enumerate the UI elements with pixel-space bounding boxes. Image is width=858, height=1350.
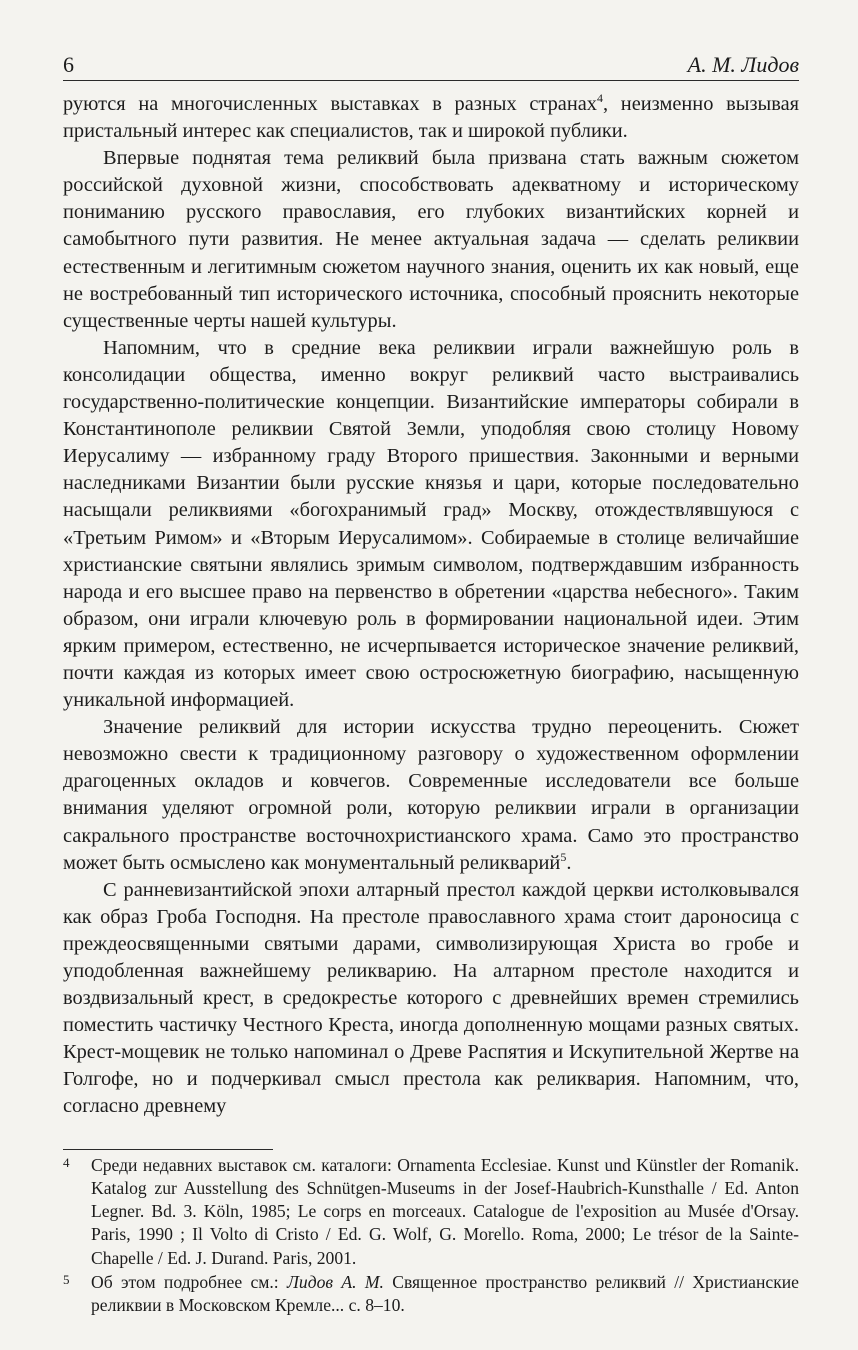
footnote-divider (63, 1149, 273, 1150)
footnote-author: Лидов А. М. (287, 1272, 384, 1293)
paragraph-1 (63, 91, 799, 145)
paragraph-3: Напомним, что в средние века реликвии играли важнейшую роль в консолидации общества, именно вокруг реликвий часто выстраивались государственно-политические концепции. Византийские императоры собирали в Константинополе реликвии Святой Земли, уподобляя свою столицу Новому Иерусалиму — избранному граду Второго пришествия. Законными и верными наследниками Византии были русские князья и цари, которые последовательно насыщали реликвиями «богохранимый град» Москву, отождествлявшуюся с «Третьим Римом» и «Вторым Иерусалимом». Собираемые в столице величайшие христианские святыни являлись зримым символом, подтверждавшим избранность народа и его высшее право на первенство в обретении «царства небесного». Таким образом, они играли ключевую роль в формировании национальной идеи. Этим ярким примером, естественно, не исчерпывается историческое значение реликвий, почти каждая из которых имеет свою остросюжетную биографию, насыщенную уникальной информацией. (63, 336, 799, 712)
page-number: 6 (63, 52, 74, 77)
footnote-4 (63, 1154, 799, 1270)
paragraph-5: С ранневизантийской эпохи алтарный престол каждой церкви истолковывался как образ Гроба Господня. На престоле православного храма стоит дароносица с преждеосвященными святыми дарами, символизирующая Христа во гробе и уподобленная важнейшему реликварию. На алтарном престоле находится и воздвизальный крест, в средокрестье которого с древнейших времен стремились поместить частичку Честного Креста, иногда дополненную мощами разных святых. Крест-мощевик не только напоминал о Древе Распятия и Искупительной Жертве на Голгофе, но и подчеркивал смысл престола как реликвария. Напомним, что, согласно древнему (63, 878, 799, 1118)
paragraph-4 (63, 714, 799, 877)
footnote-ref-4: 4 (597, 91, 603, 105)
footnote-text-a: Об этом подробнее см.: (91, 1272, 288, 1293)
paragraph-4-text-a: Значение реликвий для истории искусства трудно переоценить. Сюжет невозможно свести к традиционному разговору о художественном оформлении драгоценных окладов и ковчегов. Современные исследователи все больше внимания уделяют огромной роли, которую реликвии играли в организации сакрального пространстве восточнохристианского храма. Само это пространство может быть осмыслено как монументальный реликварий (63, 716, 799, 874)
paragraph-2: Впервые поднятая тема реликвий была призвана стать важным сюжетом российской духовной жизни, способствовать адекватному и историческому пониманию русского православия, его глубоких византийских корней и самобытного пути развития. Не менее актуальная задача — сделать реликвии естественным и легитимным сюжетом научного знания, оценить их как новый, еще не востребованный тип исторического источника, способный прояснить некоторые существенные черты нашей культуры. (63, 147, 799, 332)
paragraph-1-text-b: , неизменно вызывая пристальный интерес как специалистов, так и широкой публики. (63, 93, 799, 143)
footnote-number: 4 (63, 1154, 70, 1170)
footnote-5 (63, 1271, 799, 1318)
book-page (63, 40, 799, 1318)
paragraph-1-text-a: руются на многочисленных выставках в разных странах (63, 93, 597, 115)
running-author: А. М. Лидов (687, 52, 799, 77)
main-text (63, 91, 799, 1121)
footnote-number: 5 (63, 1272, 70, 1288)
footnote-ref-5: 5 (560, 849, 567, 864)
footnote-text: Среди недавних выставок см. каталоги: Ornamenta Ecclesiae. Kunst und Künstler der Romanik. Katalog zur Ausstellung des Schnütgen-Museums in der Josef-Haubrich-Kunsthalle / Ed. Anton Legner. Bd. 3. Köln, 1985; Le corps en morceaux. Catalogue de l'exposition au Musée d'Orsay. Paris, 1990 ; Il Volto di Cristo / Ed. G. Wolf, G. Morello. Roma, 2000; Le trésor de la Sainte-Chapelle / Ed. J. Durand. Paris, 2001. (91, 1154, 799, 1268)
footnote-text-b: Священное пространство реликвий // Христианские реликвии в Московском Кремле... с. 8–10. (91, 1272, 799, 1316)
running-header (63, 40, 799, 81)
paragraph-4-text-b: . (566, 851, 572, 874)
